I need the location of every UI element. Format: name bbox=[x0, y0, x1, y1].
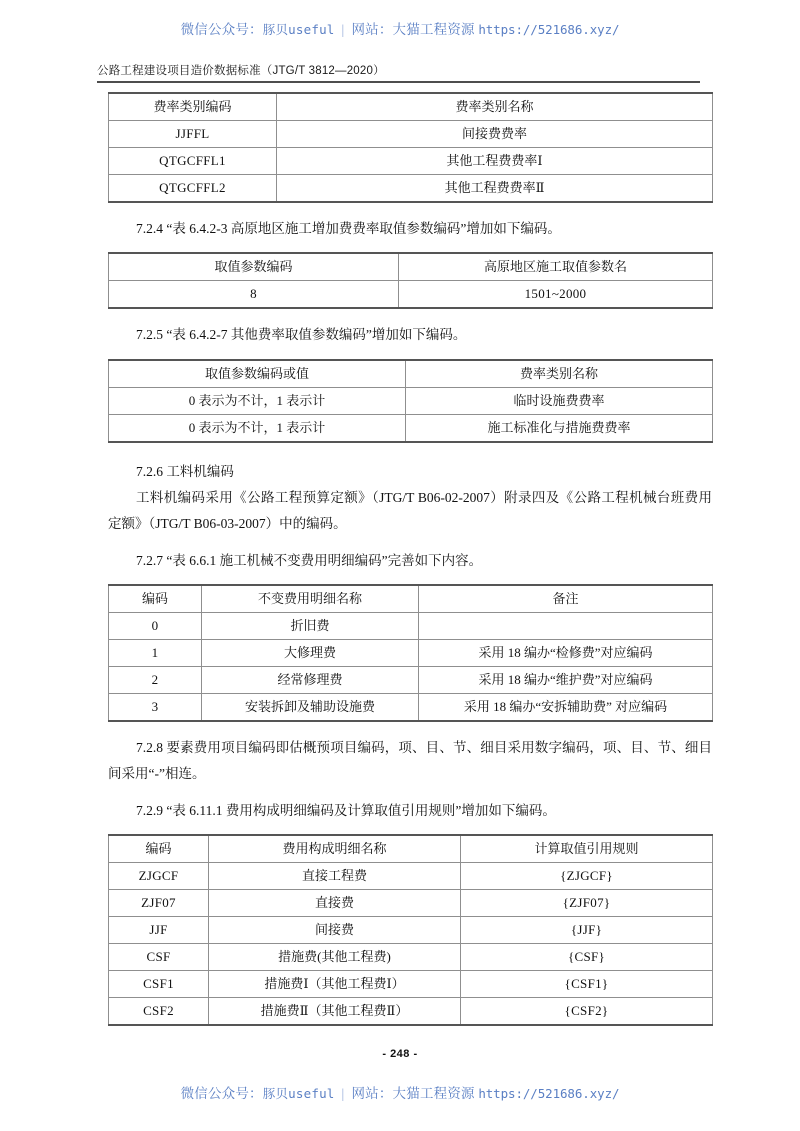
table-header-cell: 费用构成明细名称 bbox=[209, 835, 461, 863]
table-cell-note: 采用 18 编办“检修费”对应编码 bbox=[419, 639, 713, 666]
table-cell-code: 2 bbox=[109, 666, 202, 693]
table-cell-code: 0 bbox=[109, 612, 202, 639]
running-header-title: 公路工程建设项目造价数据标准（JTG/T 3812—2020） bbox=[97, 65, 385, 77]
table-cell-code: 3 bbox=[109, 693, 202, 721]
table-cell-code: CSF1 bbox=[109, 970, 209, 997]
spacer bbox=[108, 309, 712, 322]
table-cell-code: CSF bbox=[109, 943, 209, 970]
table-header-cell: 费率类别名称 bbox=[406, 360, 713, 388]
table-cell-name: 大修理费 bbox=[202, 639, 419, 666]
table-row bbox=[109, 175, 713, 203]
table-row bbox=[109, 693, 713, 721]
table-row bbox=[109, 666, 713, 693]
watermark-site-value: 大猫工程资源 bbox=[392, 1086, 475, 1101]
table-cell-note bbox=[419, 612, 713, 639]
table-header-cell: 取值参数编码 bbox=[109, 253, 399, 281]
spacer bbox=[108, 242, 712, 252]
watermark-wechat-label: 微信公众号： bbox=[180, 22, 263, 37]
table-header-cell: 编码 bbox=[109, 835, 209, 863]
watermark-site-label: 网站： bbox=[351, 1086, 393, 1101]
table-header-cell: 费率类别名称 bbox=[277, 93, 713, 121]
table-cell-name: 其他工程费费率Ⅱ bbox=[277, 175, 713, 203]
table-cell-name: 施工标准化与措施费费率 bbox=[406, 414, 713, 442]
spacer bbox=[108, 443, 712, 459]
table-cell-code: ZJF07 bbox=[109, 889, 209, 916]
watermark-top bbox=[0, 18, 800, 38]
watermark-site-value: 大猫工程资源 bbox=[392, 22, 475, 37]
table-cell-name: 间接费费率 bbox=[277, 121, 713, 148]
table-header-row bbox=[109, 93, 713, 121]
table-row bbox=[109, 970, 713, 997]
table-row bbox=[109, 997, 713, 1025]
table-cell-name: 措施费Ⅰ（其他工程费Ⅰ） bbox=[209, 970, 461, 997]
table-row bbox=[109, 387, 713, 414]
watermark-wechat-value: 豚贝useful bbox=[262, 22, 335, 37]
table-row bbox=[109, 639, 713, 666]
table-cell-code: JJFFL bbox=[109, 121, 277, 148]
watermark-wechat-label: 微信公众号： bbox=[180, 1086, 263, 1101]
table-cell-code: ZJGCF bbox=[109, 862, 209, 889]
table-cell-name: 其他工程费费率Ⅰ bbox=[277, 148, 713, 175]
table-cell-name: 措施费(其他工程费) bbox=[209, 943, 461, 970]
table-cell-rule: {JJF} bbox=[461, 916, 713, 943]
table-cell-code: CSF2 bbox=[109, 997, 209, 1025]
table-cell-code: QTGCFFL1 bbox=[109, 148, 277, 175]
section-7-2-6-heading: 7.2.6 工料机编码 bbox=[136, 463, 234, 479]
section-7-2-4: 7.2.4 “表 6.4.2-3 高原地区施工增加费费率取值参数编码”增加如下编码。 bbox=[136, 221, 561, 236]
table-header-row bbox=[109, 360, 713, 388]
table-row bbox=[109, 414, 713, 442]
table-header-cell: 不变费用明细名称 bbox=[202, 585, 419, 613]
table-header-cell: 取值参数编码或值 bbox=[109, 360, 406, 388]
watermark-url: https://521686.xyz/ bbox=[478, 22, 620, 37]
table-cell-code: 8 bbox=[109, 281, 399, 309]
table-cell-name: 间接费 bbox=[209, 916, 461, 943]
table-row bbox=[109, 916, 713, 943]
table-header-cell: 计算取值引用规则 bbox=[461, 835, 713, 863]
section-7-2-7: 7.2.7 “表 6.6.1 施工机械不变费用明细编码”完善如下内容。 bbox=[136, 552, 483, 568]
table-cell-name: 措施费Ⅱ（其他工程费Ⅱ） bbox=[209, 997, 461, 1025]
table-cell-code: 0 表示为不计，1 表示计 bbox=[109, 387, 406, 414]
table-machine-fixed-cost bbox=[108, 584, 713, 722]
table-cell-code: 1 bbox=[109, 639, 202, 666]
table-cell-name: 折旧费 bbox=[202, 612, 419, 639]
table-row bbox=[109, 612, 713, 639]
spacer bbox=[108, 824, 712, 834]
watermark-bottom bbox=[0, 1082, 800, 1102]
table-row bbox=[109, 862, 713, 889]
watermark-site-label: 网站： bbox=[351, 22, 393, 37]
table-header-cell: 编码 bbox=[109, 585, 202, 613]
spacer bbox=[108, 349, 712, 359]
table-cell-name: 1501~2000 bbox=[399, 281, 713, 309]
section-7-2-9: 7.2.9 “表 6.11.1 费用构成明细编码及计算取值引用规则”增加如下编码。 bbox=[136, 802, 556, 818]
watermark-url: https://521686.xyz/ bbox=[478, 1086, 620, 1101]
document-content bbox=[108, 92, 712, 1026]
table-header-row bbox=[109, 253, 713, 281]
table-header-cell: 费率类别编码 bbox=[109, 93, 277, 121]
table-row bbox=[109, 281, 713, 309]
running-header bbox=[97, 62, 700, 83]
table-cell-rule: {CSF1} bbox=[461, 970, 713, 997]
page-number: - 248 - bbox=[382, 1048, 418, 1060]
section-7-2-5: 7.2.5 “表 6.4.2-7 其他费率取值参数编码”增加如下编码。 bbox=[136, 327, 467, 343]
table-cell-code: JJF bbox=[109, 916, 209, 943]
table-cell-note: 采用 18 编办“安拆辅助费” 对应编码 bbox=[419, 693, 713, 721]
spacer bbox=[108, 788, 712, 798]
running-header-rule bbox=[97, 81, 700, 83]
table-other-fee-param bbox=[108, 359, 713, 443]
table-row bbox=[109, 121, 713, 148]
table-cell-rule: {ZJGCF} bbox=[461, 862, 713, 889]
watermark-separator: | bbox=[341, 1086, 345, 1101]
table-row bbox=[109, 889, 713, 916]
table-cell-note: 采用 18 编办“维护费”对应编码 bbox=[419, 666, 713, 693]
table-cell-code: QTGCFFL2 bbox=[109, 175, 277, 203]
table-header-cell: 备注 bbox=[419, 585, 713, 613]
spacer bbox=[108, 203, 712, 216]
table-header-row bbox=[109, 585, 713, 613]
table-header-row bbox=[109, 835, 713, 863]
spacer bbox=[108, 574, 712, 584]
table-cell-code: 0 表示为不计，1 表示计 bbox=[109, 414, 406, 442]
spacer bbox=[108, 538, 712, 548]
table-cell-rule: {ZJF07} bbox=[461, 889, 713, 916]
table-cell-name: 直接工程费 bbox=[209, 862, 461, 889]
spacer bbox=[108, 722, 712, 735]
table-cost-composition bbox=[108, 834, 713, 1026]
table-cell-name: 直接费 bbox=[209, 889, 461, 916]
table-fee-rate-category bbox=[108, 92, 713, 203]
table-cell-name: 安装拆卸及辅助设施费 bbox=[202, 693, 419, 721]
table-header-cell: 高原地区施工取值参数名 bbox=[399, 253, 713, 281]
watermark-separator: | bbox=[341, 22, 345, 37]
table-plateau-param bbox=[108, 252, 713, 309]
table-cell-rule: {CSF2} bbox=[461, 997, 713, 1025]
table-cell-name: 临时设施费费率 bbox=[406, 387, 713, 414]
table-cell-name: 经常修理费 bbox=[202, 666, 419, 693]
section-7-2-8: 7.2.8 要素费用项目编码即估概预项目编码，项、目、节、细目采用数字编码，项、目、节、细目间采用“-”相连。 bbox=[108, 739, 712, 782]
table-row bbox=[109, 943, 713, 970]
table-cell-rule: {CSF} bbox=[461, 943, 713, 970]
watermark-wechat-value: 豚贝useful bbox=[262, 1086, 335, 1101]
section-7-2-6-body: 工料机编码采用《公路工程预算定额》（JTG/T B06-02-2007）附录四及《公路工程机械台班费用定额》（JTG/T B06-03-2007）中的编码。 bbox=[108, 489, 712, 532]
table-row bbox=[109, 148, 713, 175]
